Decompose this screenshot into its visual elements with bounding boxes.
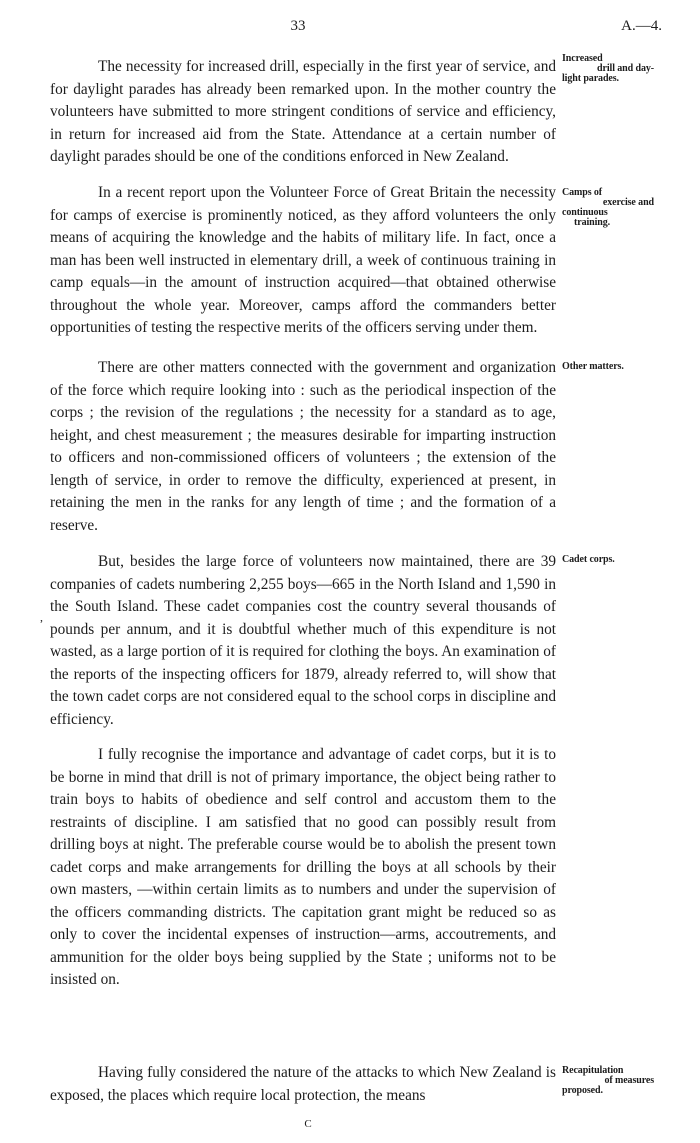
margin-note-increased-drill: Increased drill and day- light parades. <box>562 53 654 84</box>
margin-tick-mark: , <box>40 610 43 624</box>
page-number: 33 <box>290 18 306 34</box>
margin-note-recapitulation: Recapitulation of measures proposed. <box>562 1065 654 1096</box>
margin-note-cadet-corps: Cadet corps. <box>562 554 615 565</box>
paragraph-other-matters: There are other matters connected with the government and organization of the force which require looking into : such as the periodical inspection of the corps ; the revision of the regulations ; the necessity for a standard as to age, height, and chest measurement ; the measures desirable for imparting instruction to officers and non-commissioned officers of volunteers ; the extension of the length of service, in order to remove the difficulty, experienced at present, in retaining the men in the ranks for any length of time ; and the formation of a reserve. <box>50 359 556 534</box>
paragraph-camps-of-exercise: In a recent report upon the Volunteer Force of Great Britain the necessity for camps of exercise is prominently noticed, as they afford volunteers the only means of acquiring the knowledge and the habits of military life. In fact, once a man has been well instructed in elementary drill, a week of continuous training in camp equals—in the amount of instruction acquired—that obtained otherwise throughout the whole year. Moreover, camps afford the commanders better opportunities of testing the respective merits of the officers serving under them. <box>50 184 556 337</box>
margin-note-camps: Camps of exercise and continuous training. <box>562 187 654 228</box>
paragraph-daylight-parades: The necessity for increased drill, especially in the first year of service, and for daylight parades has already been remarked upon. In the mother country the volunteers have submitted to more stringent conditions of service and efficiency, in return for increased aid from the State. Attendance at a certain number of daylight parades should be one of the conditions enforced in New Zealand. <box>50 58 556 166</box>
paragraph-cadet-corps: But, besides the large force of volunteers now maintained, there are 39 companies of cadets numbering 2,255 boys—665 in the North Island and 1,590 in the South Island. These cadet companies cost the country several thousands of pounds per annum, and it is doubtful whether much of this expenditure is not wasted, as a large portion of it is required for clothing the boys. An examination of the reports of the inspecting officers for 1879, already referred to, will show that the town cadet corps are not considered equal to the school corps in discipline and efficiency. <box>50 553 556 728</box>
document-reference: A.—4. <box>621 18 662 34</box>
signature-mark: C <box>304 1118 312 1130</box>
paragraph-cadet-recommendation: I fully recognise the importance and advantage of cadet corps, but it is to be borne in mind that drill is not of primary importance, the object being rather to train boys to habits of obedience and self control and accustom them to the restraints of discipline. I am satisfied that no good can possibly result from drilling boys at night. The preferable course would be to abolish the present town cadet corps and make arrangements for drilling the boys at all schools by their own masters, —within certain limits as to numbers and under the supervision of the officers commanding districts. The capitation grant might be reduced so as only to cover the incidental expenses of instruction—arms, accoutrements, and ammunition for the older boys being supplied by the State ; uniforms not to be insisted on. <box>50 746 556 989</box>
paragraph-recapitulation: Having fully considered the nature of the attacks to which New Zealand is exposed, the places which require local protection, the means <box>50 1064 556 1104</box>
margin-note-other-matters: Other matters. <box>562 361 624 372</box>
